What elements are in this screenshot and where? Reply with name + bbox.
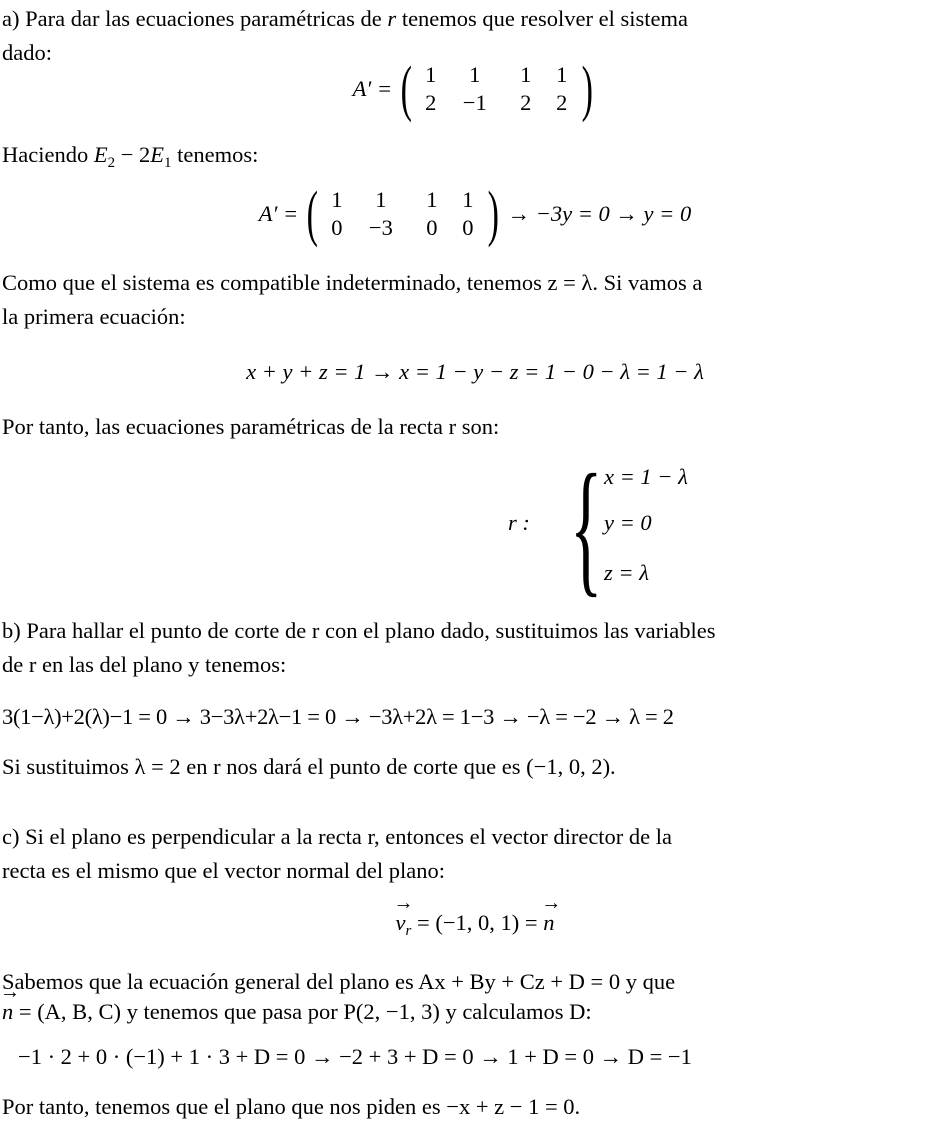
text: Haciendo — [2, 142, 89, 167]
step-line — [2, 138, 258, 172]
text: − 2 — [115, 142, 151, 167]
subscript: 1 — [164, 155, 172, 171]
matrix-cell: 2 — [425, 90, 437, 115]
matrix-result: → −3y = 0 → y = 0 — [507, 201, 692, 226]
matrix-cell: 1 — [556, 62, 568, 87]
matrix-grid — [417, 61, 577, 117]
text: = (−1, 0, 1) = — [411, 910, 544, 935]
final-line: Por tanto, tenemos que el plano que nos piden es −x + z − 1 = 0. — [2, 1094, 581, 1119]
matrix-cell: 2 — [520, 90, 532, 115]
eq-symbol: E — [93, 142, 108, 167]
left-brace: { — [570, 444, 603, 610]
matrix-cell: 1 — [469, 62, 481, 87]
text: tenemos que resolver el sistema — [401, 6, 688, 31]
text: tenemos: — [177, 142, 259, 167]
matrix-cell: 1 — [331, 187, 343, 212]
matrix-cell: 1 — [426, 187, 438, 212]
subscript: r — [405, 923, 412, 939]
var-r: r — [387, 6, 397, 31]
vector-n: → n — [2, 995, 13, 1029]
matrix-cell: 1 — [462, 187, 474, 212]
part-b-intro-line1: b) Para hallar el punto de corte de r con el plano dado, sustituimos las variables — [2, 618, 716, 643]
matrix-1 — [352, 55, 598, 123]
matrix-label: A′ = — [352, 76, 393, 101]
system-eq-y: y = 0 — [604, 510, 652, 535]
vector-equation — [0, 906, 950, 940]
eq-symbol: E — [150, 142, 165, 167]
calc-line: −1 · 2 + 0 · (−1) + 1 · 3 + D = 0 → −2 + 3 + D = 0 → 1 + D = 0 → D = −1 — [18, 1044, 692, 1069]
part-b-equation: 3(1−λ)+2(λ)−1 = 0 → 3−3λ+2λ−1 = 0 → −3λ+2λ = 1−3 → −λ = −2 → λ = 2 — [2, 704, 674, 729]
system-eq-x: x = 1 − λ — [604, 464, 688, 489]
matrix-label: A′ = — [258, 201, 299, 226]
text: a) Para dar las ecuaciones paramétricas de — [2, 6, 382, 31]
matrix-equation-2 — [0, 180, 950, 248]
compat-line2: la primera ecuación: — [2, 304, 186, 329]
matrix-grid — [323, 186, 483, 242]
matrix-cell: 1 — [520, 62, 532, 87]
text: = (A, B, C) y tenemos que pasa por P(2, −1, 3) y calculamos D: — [13, 999, 592, 1024]
compat-line1: Como que el sistema es compatible indeterminado, tenemos z = λ. Si vamos a — [2, 270, 703, 295]
matrix-cell: −3 — [368, 215, 393, 240]
matrix-2 — [258, 180, 692, 248]
vector-n: → n — [543, 906, 554, 940]
vector-v: → v — [396, 906, 406, 940]
matrix-cell: 2 — [556, 90, 568, 115]
param-intro: Por tanto, las ecuaciones paramétricas de la recta r son: — [2, 414, 500, 439]
left-paren: ( — [306, 180, 319, 248]
matrix-cell: 0 — [426, 215, 438, 240]
part-a-intro-line1 — [2, 2, 688, 36]
part-c-intro-line1: c) Si el plano es perpendicular a la recta r, entonces el vector director de la — [2, 824, 673, 849]
right-paren: ) — [487, 180, 499, 248]
matrix-equation-1 — [0, 55, 950, 123]
system-label: r : — [508, 510, 530, 535]
matrix-cell: 0 — [462, 215, 474, 240]
matrix-cell: 1 — [375, 187, 387, 212]
matrix-cell: −1 — [462, 90, 487, 115]
first-equation: x + y + z = 1 → x = 1 − y − z = 1 − 0 − λ = 1 − λ — [246, 359, 704, 384]
subscript: 2 — [107, 155, 116, 171]
left-paren: ( — [400, 55, 413, 123]
matrix-cell: 1 — [425, 62, 437, 87]
part-c-intro-line2: recta es el mismo que el vector normal del plano: — [2, 858, 445, 883]
right-paren: ) — [581, 55, 593, 123]
part-a-intro-line2: dado: — [2, 40, 52, 65]
part-b-conclusion: Si sustituimos λ = 2 en r nos dará el punto de corte que es (−1, 0, 2). — [2, 754, 616, 779]
part-b-intro-line2: de r en las del plano y tenemos: — [2, 652, 287, 677]
system-eq-z: z = λ — [604, 560, 649, 585]
general-line1: Sabemos que la ecuación general del plano es Ax + By + Cz + D = 0 y que — [2, 969, 676, 994]
matrix-cell: 0 — [331, 215, 343, 240]
general-line2 — [2, 995, 592, 1029]
